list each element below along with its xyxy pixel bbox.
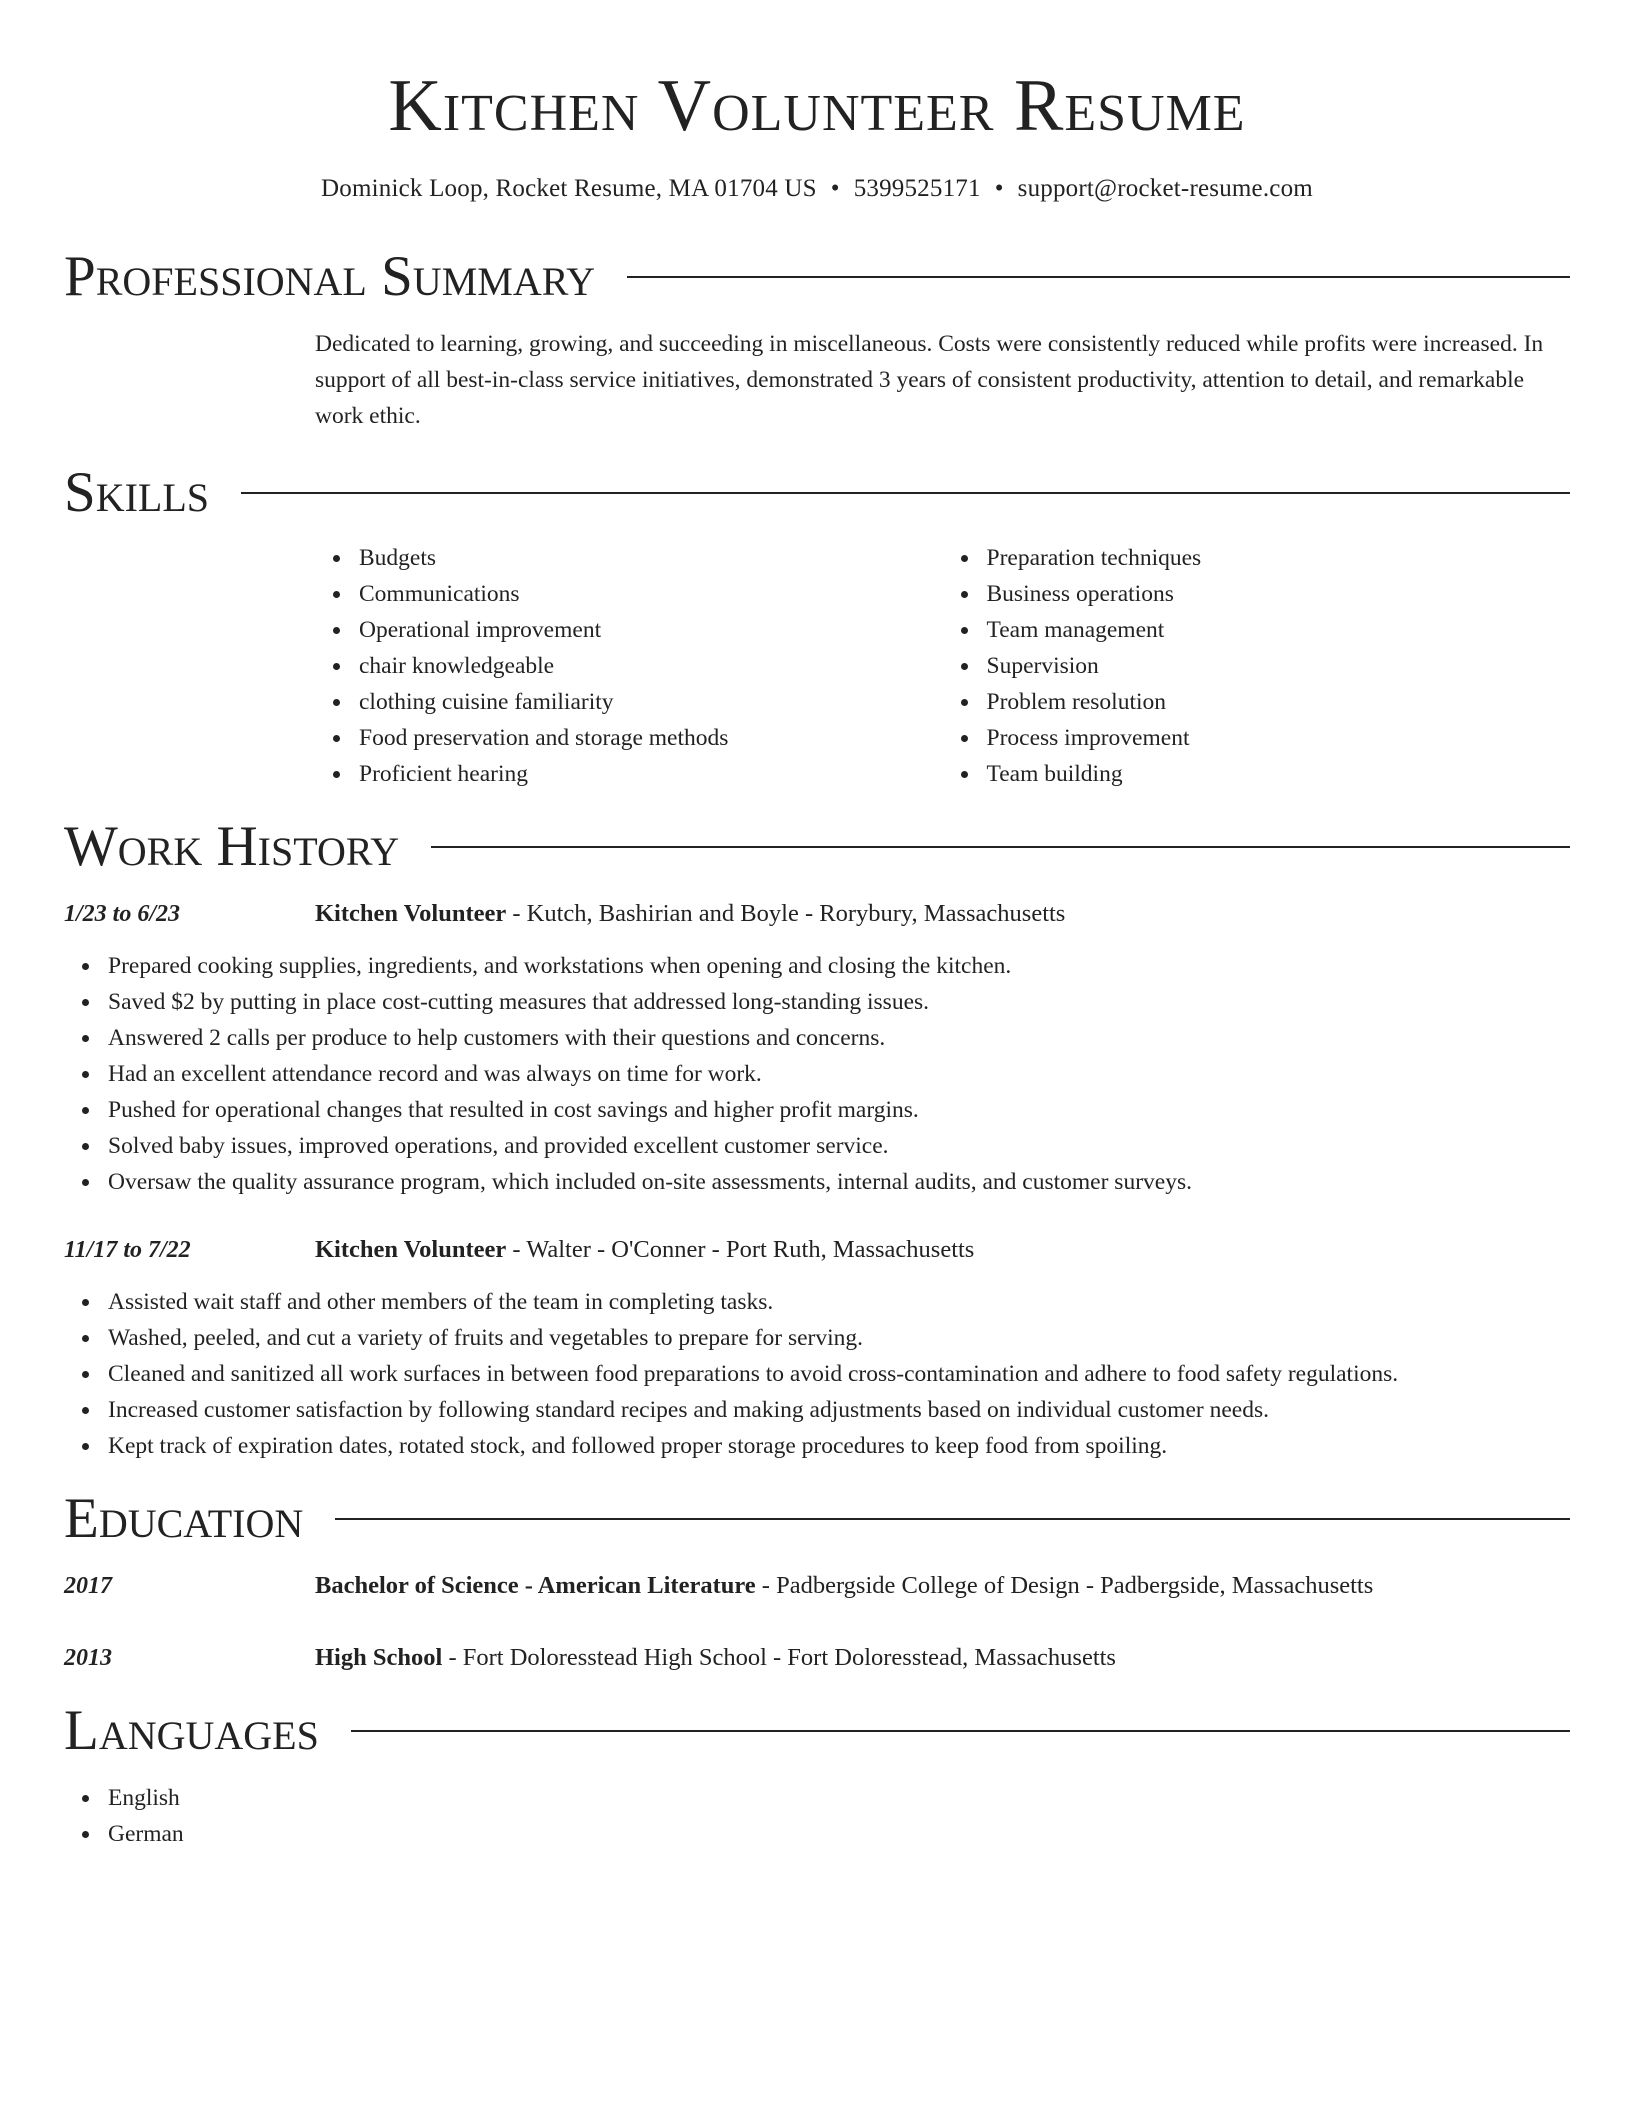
skill-item: Budgets — [359, 540, 943, 576]
skill-item: Business operations — [987, 576, 1571, 612]
summary-heading: Professional Summary — [64, 245, 596, 308]
education-year: 2017 — [64, 1573, 112, 1599]
skill-item: Process improvement — [987, 720, 1571, 756]
duty-item: Answered 2 calls per produce to help customers with their questions and concerns. — [108, 1020, 1570, 1056]
education-year: 2013 — [64, 1645, 112, 1671]
section-divider — [241, 492, 1570, 494]
education-heading-line — [315, 1568, 1373, 1604]
job-title: Kitchen Volunteer — [315, 900, 507, 927]
job-title: Kitchen Volunteer — [315, 1236, 507, 1263]
skill-item: Communications — [359, 576, 943, 612]
resume-title: Kitchen Volunteer Resume — [388, 65, 1246, 147]
skill-item: Operational improvement — [359, 612, 943, 648]
duty-item: Solved baby issues, improved operations, and provided excellent customer service. — [108, 1128, 1570, 1164]
duty-item: Assisted wait staff and other members of the team in completing tasks. — [108, 1284, 1570, 1320]
duty-item: Kept track of expiration dates, rotated stock, and followed proper storage procedures to keep food from spoiling. — [108, 1428, 1570, 1464]
education-heading-line — [315, 1640, 1116, 1676]
job-dates: 11/17 to 7/22 — [64, 1237, 191, 1263]
duty-item: Increased customer satisfaction by following standard recipes and making adjustments based on individual customer needs. — [108, 1392, 1570, 1428]
duty-item: Washed, peeled, and cut a variety of fruits and vegetables to prepare for serving. — [108, 1320, 1570, 1356]
education-school: - Fort Doloresstead High School - Fort Doloresstead, Massachusetts — [442, 1644, 1116, 1671]
job-duties — [64, 948, 1570, 1200]
languages-heading: Languages — [64, 1699, 319, 1762]
skill-item: clothing cuisine familiarity — [359, 684, 943, 720]
job-employer: - Kutch, Bashirian and Boyle - Rorybury, Massachusetts — [506, 900, 1066, 927]
education-heading: Education — [64, 1487, 304, 1550]
skill-item: chair knowledgeable — [359, 648, 943, 684]
education-entry — [64, 1568, 1570, 1604]
contact-email[interactable]: support@rocket-resume.com — [1017, 175, 1313, 202]
skills-list — [315, 540, 1570, 792]
job-employer: - Walter - O'Conner - Port Ruth, Massachusetts — [506, 1236, 975, 1263]
duty-item: Saved $2 by putting in place cost-cutting measures that addressed long-standing issues. — [108, 984, 1570, 1020]
education-school: - Padbergside College of Design - Padbergside, Massachusetts — [755, 1572, 1374, 1599]
skills-heading: Skills — [64, 461, 210, 524]
education-degree: High School — [315, 1644, 443, 1671]
skill-item: Food preservation and storage methods — [359, 720, 943, 756]
section-divider — [351, 1730, 1570, 1732]
section-divider — [627, 276, 1570, 278]
section-divider — [431, 846, 1570, 848]
job-heading — [315, 1232, 974, 1268]
contact-phone: 5399525171 — [853, 175, 981, 202]
education-entry — [64, 1640, 1570, 1676]
work-heading: Work History — [64, 815, 400, 878]
education-section-heading — [64, 1486, 1570, 1552]
job-heading — [315, 896, 1065, 932]
contact-separator: • — [994, 175, 1004, 202]
skill-item: Preparation techniques — [987, 540, 1571, 576]
summary-text: Dedicated to learning, growing, and succeeding in miscellaneous. Costs were consistently reduced while profits were increased. In support of all best-in-class service initiatives, demonstrated 3 years of consistent productivity, attention to detail, and remarkable work ethic. — [315, 331, 1544, 429]
duty-item: Oversaw the quality assurance program, which included on-site assessments, internal audits, and customer surveys. — [108, 1164, 1570, 1200]
skill-item: Proficient hearing — [359, 756, 943, 792]
work-section-heading — [64, 814, 1570, 880]
skills-section-heading — [64, 460, 1570, 526]
job-duties — [64, 1284, 1570, 1464]
contact-separator: • — [830, 175, 840, 202]
summary-section-heading — [64, 244, 1570, 310]
duty-item: Prepared cooking supplies, ingredients, and workstations when opening and closing the kitchen. — [108, 948, 1570, 984]
duty-item: Cleaned and sanitized all work surfaces in between food preparations to avoid cross-contamination and adhere to food safety regulations. — [108, 1356, 1570, 1392]
contact-address: Dominick Loop, Rocket Resume, MA 01704 US — [321, 175, 817, 202]
skill-item: Supervision — [987, 648, 1571, 684]
skill-item: Problem resolution — [987, 684, 1571, 720]
languages-list — [64, 1780, 1570, 1852]
education-degree: Bachelor of Science - American Literature — [315, 1572, 756, 1599]
language-item: English — [108, 1780, 1570, 1816]
language-item: German — [108, 1816, 1570, 1852]
duty-item: Pushed for operational changes that resulted in cost savings and higher profit margins. — [108, 1092, 1570, 1128]
skills-column-right — [943, 540, 1571, 792]
job-entry — [64, 1232, 1570, 1268]
skills-column-left — [315, 540, 943, 792]
languages-section-heading — [64, 1698, 1570, 1764]
section-divider — [335, 1518, 1570, 1520]
job-dates: 1/23 to 6/23 — [64, 901, 181, 927]
contact-line — [64, 172, 1570, 206]
skill-item: Team management — [987, 612, 1571, 648]
resume-page — [64, 0, 1570, 1852]
job-entry — [64, 896, 1570, 932]
skill-item: Team building — [987, 756, 1571, 792]
duty-item: Had an excellent attendance record and was always on time for work. — [108, 1056, 1570, 1092]
